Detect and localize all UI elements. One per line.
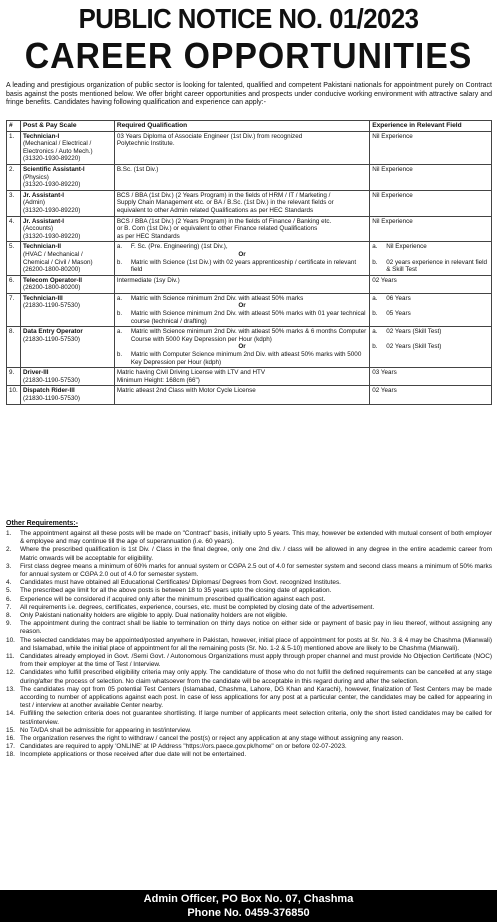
row-number: 4. (7, 216, 21, 242)
row-number: 5. (7, 242, 21, 275)
post-detail: (26200-1800-80200) (22, 284, 81, 292)
experience-text: 02 Years (Skill Test) (386, 328, 442, 336)
post-detail: (31320-1930-89220) (22, 181, 81, 189)
other-requirements-list (6, 530, 492, 760)
qualification-cell (114, 190, 369, 216)
requirement-item (6, 751, 492, 759)
experience-spacer (372, 302, 489, 310)
qualification-line: Polytechnic Institute. (116, 140, 175, 148)
qualification-line: as per HEC Standards (116, 232, 180, 240)
qualification-line: Matric atleast 2nd Class with Motor Cycle License (116, 387, 256, 395)
requirement-number: 5. (6, 587, 12, 595)
requirement-text: Candidates are required to apply 'ONLINE' at IP Address "https://ors.paece.gov.pk/home" on or before 02-07-2023. (20, 743, 347, 751)
qualification-line: Matric having Civil Driving License with LTV and HTV (116, 369, 266, 377)
post-detail: (Accounts) (22, 225, 54, 233)
requirement-item (6, 743, 492, 751)
qualification-line: B.Sc. (1st Div.) (116, 165, 159, 173)
experience-cell (370, 131, 492, 164)
qualification-cell (114, 216, 369, 242)
requirement-number: 13. (6, 685, 15, 693)
experience-option-a (372, 295, 489, 303)
post-title: Technician-II (22, 243, 62, 251)
experience-option-b (372, 259, 489, 274)
experience-line: Nil Experience (372, 217, 413, 225)
post-cell (20, 275, 114, 293)
experience-cell (370, 293, 492, 326)
experience-option-b (372, 343, 489, 351)
footer-phone: Phone No. 0459-376850 (187, 907, 310, 919)
requirement-text: Candidates who fulfill prescribed eligibility criteria may only apply. The candidature of those who do not fulfill the defined requirements can be cancelled at any stage during/after the process of selection. No claim whatsoever from the candidate will be acceptable in this regard during and after the selection. (20, 669, 492, 685)
post-cell (20, 386, 114, 404)
experience-cell (370, 275, 492, 293)
row-number: 3. (7, 190, 21, 216)
notice-title: PUBLIC NOTICE NO. 01/2023 (78, 3, 419, 34)
row-number: 6. (7, 275, 21, 293)
requirement-item (6, 563, 492, 579)
requirement-item (6, 587, 492, 595)
requirement-item (6, 686, 492, 711)
option-letter: b. (372, 258, 378, 266)
requirement-number: 10. (6, 636, 15, 644)
post-detail: (26200-1800-80200) (22, 266, 81, 274)
row-number: 7. (7, 293, 21, 326)
qualification-option-a (117, 328, 367, 343)
option-letter: b. (372, 310, 378, 318)
qualification-cell (114, 327, 369, 368)
qualification-line: Intermediate (1sy Div.) (116, 276, 180, 284)
footer-address: Admin Officer, PO Box No. 07, Chashma (143, 893, 354, 905)
row-number: 10. (7, 386, 21, 404)
requirement-text: No TA/DA shall be admissible for appearing in test/interview. (20, 726, 192, 734)
requirement-text: Candidates must have obtained all Educational Certificates/ Diplomas/ Degrees from Govt. recognized Institutes. (20, 579, 341, 587)
requirement-number: 16. (6, 735, 15, 743)
qualification-option-b (117, 351, 367, 366)
qualification-line: BCS / BBA (1st Div.) (2 Years Program) in the fields of HRM / IT / Marketing / (116, 191, 331, 199)
qualification-line: equivalent to other Admin related Qualifications as per HEC Standards (116, 206, 314, 214)
qualification-text: Matric with Computer Science minimum 2nd Div. with atleast 50% marks with 5000 Key Depression per Hour (kdph) (130, 351, 362, 366)
experience-line: Nil Experience (372, 165, 413, 173)
option-letter: a. (372, 328, 378, 336)
post-cell (20, 216, 114, 242)
post-detail: (Mechanical / Electrical / (22, 140, 92, 148)
table-row (7, 216, 492, 242)
requirement-number: 11. (6, 653, 15, 661)
experience-text: 02 Years (Skill Test) (386, 343, 442, 351)
requirement-number: 17. (6, 743, 15, 751)
qualification-cell (114, 368, 369, 386)
post-detail: Chemical / Civil / Mason) (22, 258, 93, 266)
requirement-item (6, 530, 492, 546)
qualification-cell (114, 164, 369, 190)
post-cell (20, 190, 114, 216)
row-number: 8. (7, 327, 21, 368)
post-title: Driver-III (22, 369, 49, 377)
requirement-number: 18. (6, 751, 15, 759)
requirement-text: Only Pakistani nationality holders are eligible to apply. Dual nationality holders are not eligible. (20, 612, 288, 620)
option-letter: a. (116, 243, 123, 251)
requirement-number: 15. (6, 726, 15, 734)
post-title: Technician-I (22, 132, 60, 140)
requirement-item (6, 612, 492, 620)
option-letter: b. (372, 343, 378, 351)
table-row (7, 190, 492, 216)
experience-cell (370, 368, 492, 386)
row-number: 2. (7, 164, 21, 190)
requirement-number: 4. (6, 579, 12, 587)
qualification-option-b (117, 259, 367, 274)
option-letter: a. (116, 294, 123, 302)
table-row (7, 368, 492, 386)
row-number: 9. (7, 368, 21, 386)
or-separator: Or (238, 302, 246, 310)
post-title: Dispatch Rider-III (22, 387, 75, 395)
table-row (7, 275, 492, 293)
requirement-text: The appointment during the contract shall be liable to termination on thirty days notice on either side or payment of basic pay in lieu thereof, without assigning any reason. (20, 620, 492, 636)
post-detail: (31320-1930-89220) (22, 155, 81, 163)
experience-text: Nil Experience (386, 243, 427, 251)
post-cell (20, 327, 114, 368)
qualification-line: Minimum Height: 168cm (66") (116, 376, 200, 384)
requirement-item (6, 710, 492, 726)
option-letter: a. (372, 294, 378, 302)
experience-spacer (372, 251, 489, 259)
requirement-item (6, 669, 492, 685)
experience-cell (370, 164, 492, 190)
post-detail: (31320-1930-89220) (22, 232, 81, 240)
requirement-item (6, 579, 492, 587)
post-detail: (HVAC / Mechanical / (22, 250, 83, 258)
table-header-row (7, 121, 492, 132)
qualification-line: 03 Years Diploma of Associate Engineer (1st Div.) from recognized (116, 132, 303, 140)
qualification-text: Matric with Science minimum 2nd Div. with atleast 50% marks & 6 months Computer Course with 5000 Key Depression per Hour (kdph) (130, 328, 367, 343)
post-title: Telecom Operator-II (22, 276, 83, 284)
qualification-line: or B. Com (1st Div.) or equivalent to other Finance related Qualifications (116, 225, 318, 233)
or-separator: Or (238, 343, 246, 351)
post-title: Jr. Assistant-I (22, 217, 65, 225)
requirement-item (6, 637, 492, 653)
qualification-text: Matric with Science (1st Div.) with 02 years apprenticeship / certificate in relevant field (130, 258, 357, 274)
post-cell (20, 242, 114, 275)
qualification-option-a (117, 243, 367, 251)
qualification-text: Matric with Science minimum 2nd Div. with atleast 50% marks (130, 294, 304, 302)
qualification-cell (114, 131, 369, 164)
requirement-number: 6. (6, 595, 12, 603)
posts-table (6, 120, 492, 405)
post-detail: (21830-1190-57530) (22, 335, 80, 343)
experience-text: 02 years experience in relevant field & Skill Test (386, 258, 488, 274)
qualification-line: BCS / BBA (1st Div.) (2 Years Program) in the fields of Finance / Banking etc. (116, 217, 332, 225)
other-requirements-title: Other Requirements:- (6, 520, 78, 527)
requirement-text: The organization reserves the right to withdraw / cancel the post(s) or reject any application at any stage without assigning any reason. (20, 735, 404, 743)
intro-paragraph: A leading and prestigious organization of public sector is looking for talented, qualified and competent Pakistani nationals for appointment purely on Contract basis against the posts mentioned below. We offer bright career opportunities and prospects under conducive working environment with attractive salary and fringe benefits. Candidates having following qualification and experience can apply:- (6, 82, 492, 107)
requirement-item (6, 546, 492, 562)
posts-table-body (7, 131, 492, 404)
experience-line: 03 Years (372, 369, 397, 377)
post-detail: (21830-1190-57530) (22, 302, 80, 310)
post-detail: (Admin) (22, 199, 46, 207)
table-row (7, 386, 492, 404)
or-separator: Or (238, 250, 246, 258)
experience-cell (370, 242, 492, 275)
table-row (7, 131, 492, 164)
header-number: # (7, 121, 21, 132)
experience-cell (370, 190, 492, 216)
requirement-number: 9. (6, 620, 12, 628)
qualification-text: F. Sc. (Pre. Engineering) (1st Div.), (130, 243, 228, 251)
experience-cell (370, 386, 492, 404)
experience-option-b (372, 310, 489, 318)
row-number: 1. (7, 131, 21, 164)
qualification-cell (114, 386, 369, 404)
requirement-text: The prescribed age limit for all the above posts is between 18 to 35 years upto the closing date of application. (20, 587, 332, 595)
qualification-option-b (117, 310, 367, 325)
requirement-item (6, 620, 492, 636)
experience-option-a (372, 328, 489, 336)
experience-text: 05 Years (386, 310, 411, 318)
experience-cell (370, 327, 492, 368)
requirement-text: Where the prescribed qualification is 1st Div. / Class in the final degree, only one 2nd div. / class will be allowed in any degree in the entire academic career from Matric onwards will be acceptable for eligibility. (20, 546, 492, 562)
post-title: Scientific Assistant-I (22, 165, 85, 173)
post-cell (20, 368, 114, 386)
requirement-item (6, 727, 492, 735)
experience-text: 06 Years (386, 294, 411, 302)
option-letter: b. (116, 310, 123, 318)
table-row (7, 293, 492, 326)
qualification-line: Supply Chain Management etc. or BA / B.Sc. (1st Div.) in the relevant fields or (116, 199, 334, 207)
post-title: Technician-III (22, 294, 63, 302)
requirement-number: 12. (6, 669, 15, 677)
header-qualification: Required Qualification (114, 121, 369, 132)
requirement-text: Experience will be considered if acquired only after the minimum prescribed qualification against each post. (20, 595, 326, 603)
requirement-item (6, 604, 492, 612)
main-title: CAREER OPPORTUNITIES (24, 35, 473, 76)
requirement-text: The appointment against all these posts will be made on "Contract" basis, initially upto 5 years. This may, however be extended with mutual consent of both employer & employee and may continue till the age of superannuation (i.e. 60 years). (20, 530, 492, 546)
post-title: Jr. Assistant-I (22, 191, 65, 199)
requirement-text: First class degree means a minimum of 60% marks for annual system or CGPA 2.5 out of 4.0 for semester system and second class means a minimum of 50% marks for annual system or CGPA 2.0 out of 4.0 for semester system. (20, 562, 492, 579)
qualification-text: Matric with Science minimum 2nd Div. with atleast 50% marks with 01 year technical course (technical / drafting) (130, 310, 366, 325)
requirement-number: 14. (6, 710, 15, 718)
requirement-text: Candidates already employed in Govt. /Semi Govt. / Autonomous Organizations must apply through proper channel and must provide No Objection Certificate (NOC) from their employer at the time of Test / Interview. (20, 653, 492, 669)
experience-cell (370, 216, 492, 242)
experience-line: Nil Experience (372, 191, 413, 199)
requirement-text: Fulfilling the selection criteria does not guarantee shortlisting. If large number of applicants meet selection criteria, only the short listed candidates may be called for test/interview. (20, 710, 492, 726)
experience-line: Nil Experience (372, 132, 413, 140)
qualification-option-a (117, 295, 367, 303)
requirement-number: 1. (6, 530, 12, 537)
table-row (7, 242, 492, 275)
post-cell (20, 131, 114, 164)
experience-line: 02 Years (372, 276, 397, 284)
post-detail: (21830-1190-57530) (22, 395, 80, 402)
option-letter: b. (116, 258, 123, 266)
requirement-text: Incomplete applications or those received after due date will not be entertained. (20, 751, 247, 759)
requirement-number: 3. (6, 562, 12, 570)
table-row (7, 327, 492, 368)
footer-contact (0, 890, 497, 922)
option-letter: b. (116, 351, 123, 359)
requirement-text: The selected candidates may be appointed/posted anywhere in Pakistan, however, initial place of appointment for posts at Sr. No. 3 & 4 may be Chashma (Mianwali) and Islamabad, while the initial place of appointment for all the remaining posts (Sr. No. 1-2 & 5-10) mentioned above are likely to be Chashma (Mianwali). (20, 636, 492, 652)
requirement-number: 2. (6, 546, 12, 554)
qualification-cell (114, 293, 369, 326)
post-cell (20, 293, 114, 326)
post-cell (20, 164, 114, 190)
qualification-cell (114, 242, 369, 275)
experience-line: 02 Years (372, 387, 397, 395)
requirement-text: The candidates may opt from 05 potential Test Centers (Islamabad, Chashma, Lahore, DG Khan and Karachi), however, finalization of Test Centers may be made according to number of applications against each post. In case of less applications for any post at a particular center, the candidates may be called for appearing in test / interview at another available Center nearby. (20, 685, 492, 710)
post-detail: (Physics) (22, 173, 49, 181)
requirement-item (6, 735, 492, 743)
requirement-text: All requirements i.e. degrees, certificates, experience, courses, etc. must be completed by closing date of the advertisement. (20, 603, 375, 611)
option-letter: a. (116, 328, 123, 336)
header-experience: Experience in Relevant Field (370, 121, 492, 132)
requirement-number: 8. (6, 612, 12, 620)
requirement-number: 7. (6, 603, 12, 611)
post-detail: (31320-1930-89220) (22, 206, 81, 214)
table-row (7, 164, 492, 190)
requirement-item (6, 596, 492, 604)
experience-spacer (372, 336, 489, 344)
post-detail: (21830-1190-57530) (22, 376, 80, 384)
qualification-cell (114, 275, 369, 293)
header-post: Post & Pay Scale (20, 121, 114, 132)
post-detail: Electronics / Auto Mech.) (22, 147, 93, 155)
post-title: Data Entry Operator (22, 328, 83, 336)
option-letter: a. (372, 243, 378, 251)
requirement-item (6, 653, 492, 669)
experience-option-a (372, 243, 489, 251)
